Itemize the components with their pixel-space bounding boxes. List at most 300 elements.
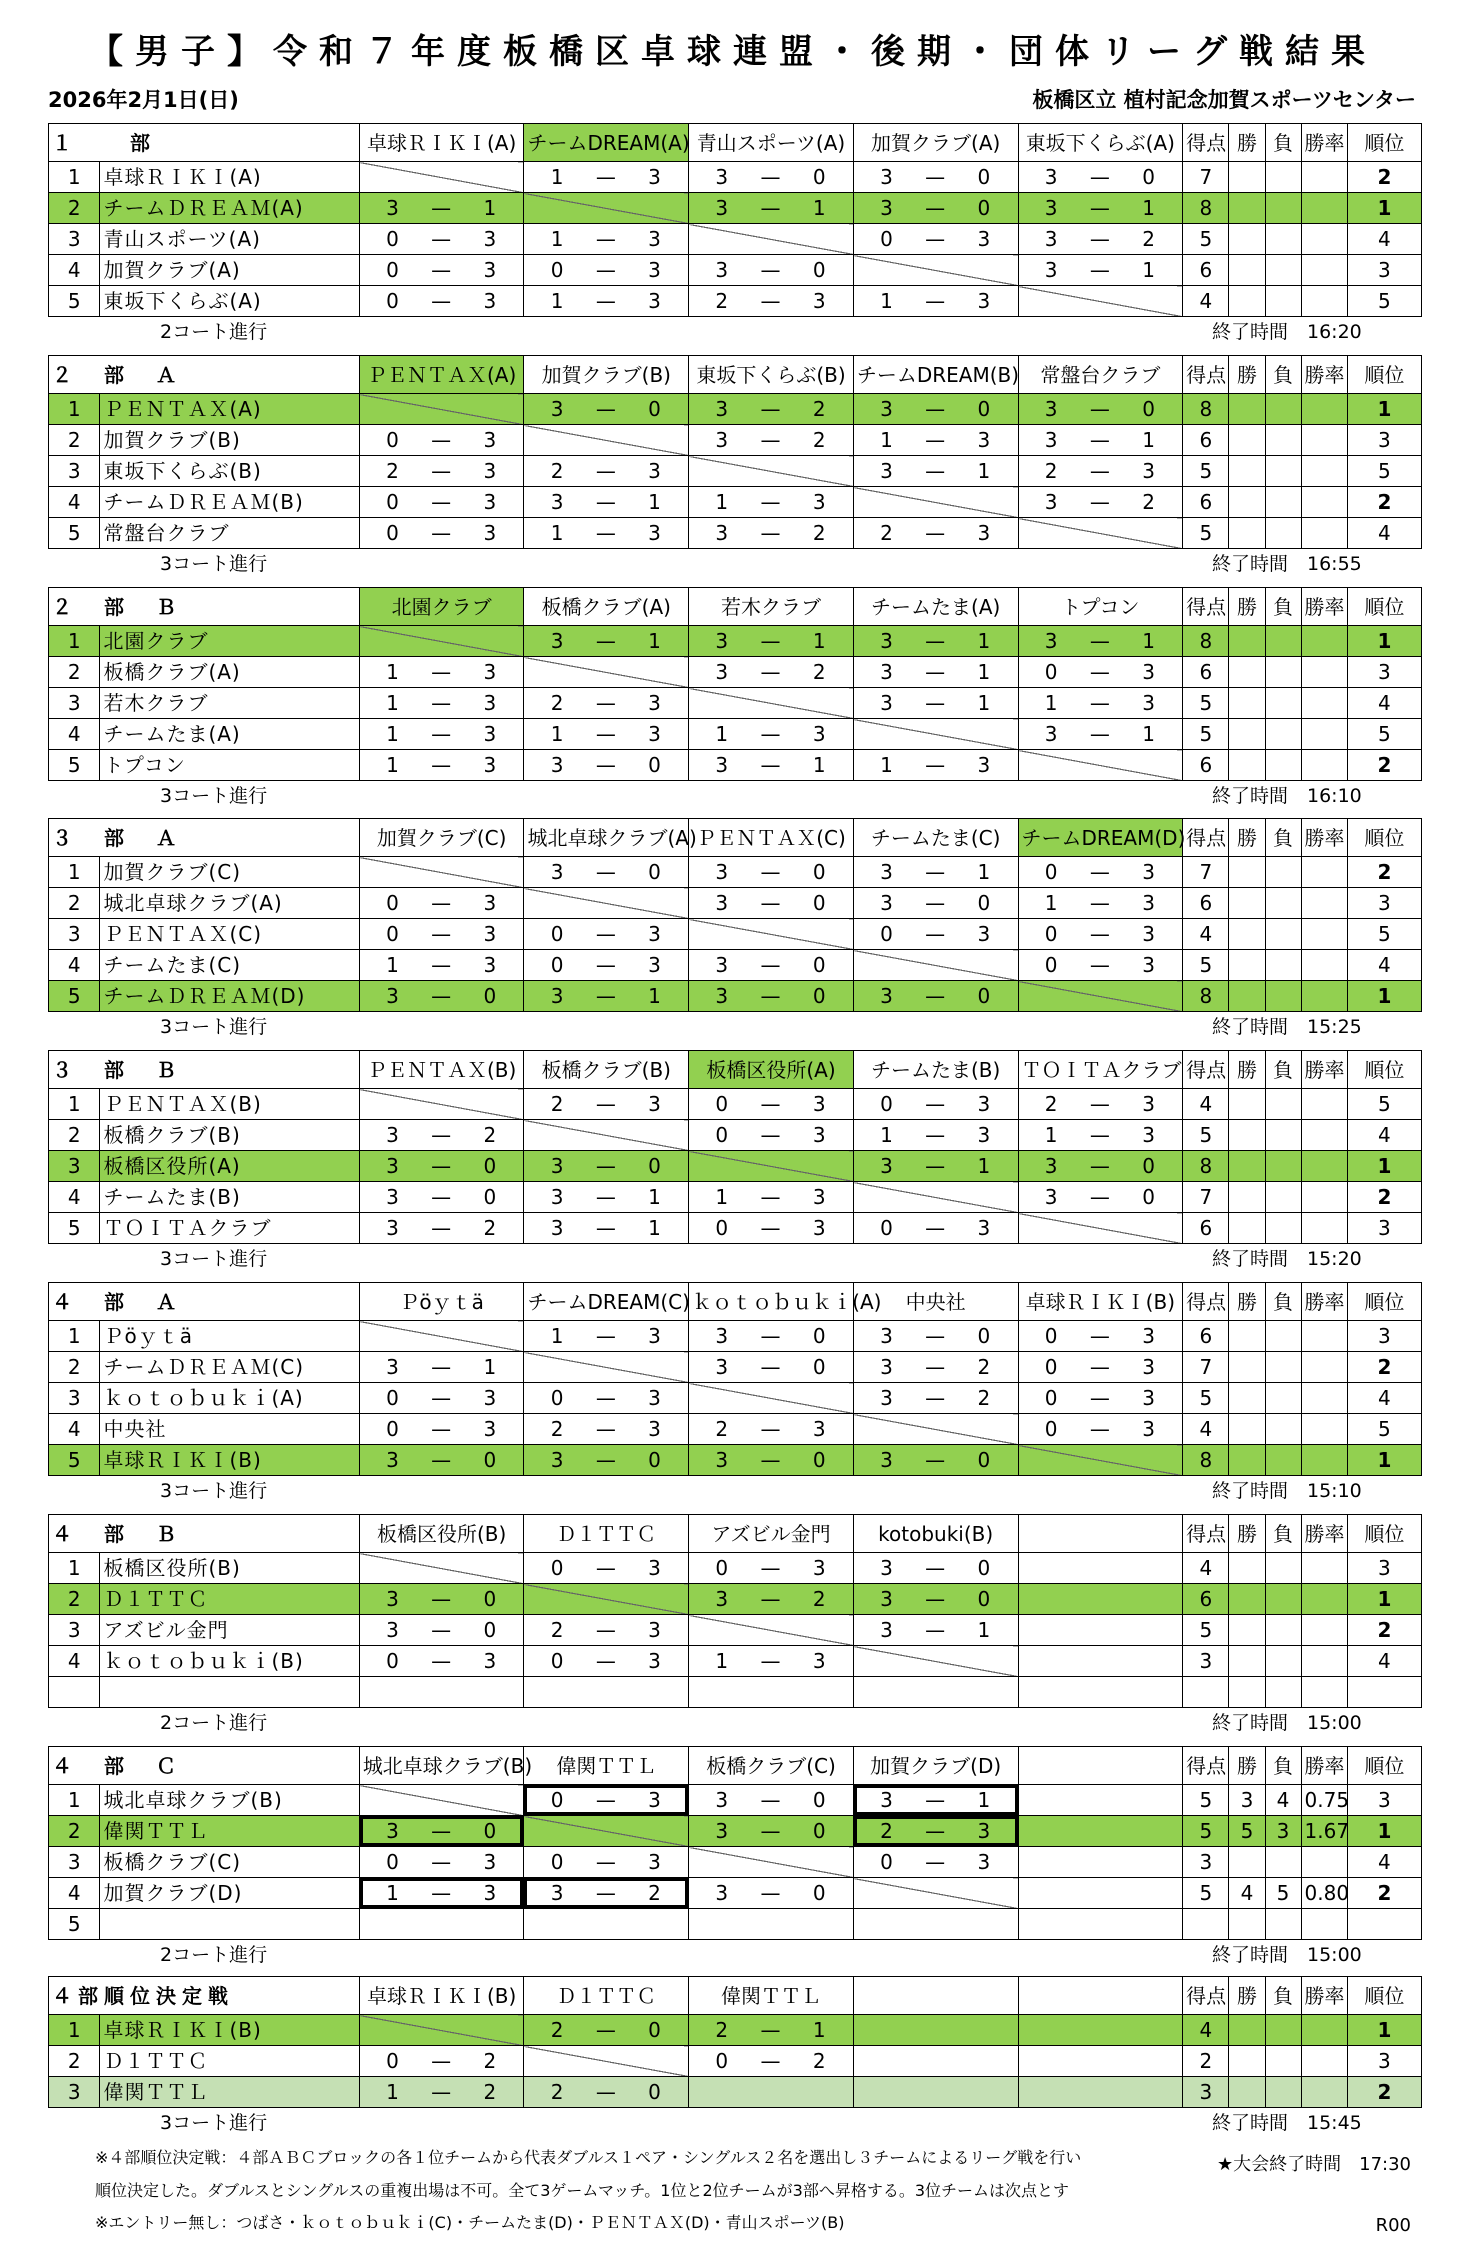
team-wins <box>1229 2077 1265 2108</box>
column-header-losses: 負 <box>1265 124 1301 162</box>
division-table <box>48 1050 1422 1244</box>
opponent-header: 中央社 <box>853 1283 1018 1321</box>
match-score <box>1018 1646 1183 1677</box>
team-row <box>49 394 1422 425</box>
end-time: 終了時間 15:00 <box>1212 1944 1362 1966</box>
self-match-cell <box>689 1151 854 1182</box>
match-score: 0 — 3 <box>359 487 524 518</box>
team-win-rate <box>1301 1151 1347 1182</box>
opponent-header: 卓球ＲＩＫＩ(B) <box>359 1977 524 2015</box>
opponent-header <box>1018 1977 1183 2015</box>
match-score: 1 — 3 <box>853 286 1018 317</box>
team-rank: 5 <box>1347 456 1421 487</box>
team-win-rate <box>1301 1445 1347 1476</box>
team-name: Ｄ１ＴＴＣ <box>100 1584 359 1615</box>
court-info: 3コート進行 <box>160 1480 268 1502</box>
team-points: 6 <box>1183 255 1229 286</box>
team-row <box>49 888 1422 919</box>
event-date: 2026年2月1日(日) <box>48 88 239 112</box>
team-row <box>49 1352 1422 1383</box>
match-score: 0 — 3 <box>359 518 524 549</box>
match-score: 0 — 2 <box>359 2046 524 2077</box>
team-wins <box>1229 950 1265 981</box>
team-rank: 2 <box>1347 1182 1421 1213</box>
match-score: 3 — 1 <box>359 193 524 224</box>
team-points: 6 <box>1183 888 1229 919</box>
match-score: 3 — 2 <box>524 1878 689 1909</box>
team-win-rate <box>1301 1321 1347 1352</box>
team-win-rate <box>1301 1414 1347 1445</box>
team-win-rate <box>1301 2015 1347 2046</box>
column-header-points: 得点 <box>1183 588 1229 626</box>
division-table <box>48 355 1422 549</box>
match-score: 3 — 2 <box>853 1352 1018 1383</box>
row-number: 3 <box>49 2077 100 2108</box>
team-rank: 4 <box>1347 1847 1421 1878</box>
team-rank: 5 <box>1347 919 1421 950</box>
team-name: 加賀クラブ(C) <box>100 857 359 888</box>
match-score: 3 — 0 <box>524 857 689 888</box>
column-header-wins: 勝 <box>1229 1977 1265 2015</box>
match-score: 3 — 0 <box>689 162 854 193</box>
team-row <box>49 626 1422 657</box>
opponent-header: 卓球ＲＩＫＩ(B) <box>1018 1283 1183 1321</box>
opponent-header: 板橋クラブ(A) <box>524 588 689 626</box>
match-score: 1 — 3 <box>359 688 524 719</box>
team-losses <box>1265 286 1301 317</box>
team-wins <box>1229 1584 1265 1615</box>
self-match-cell <box>853 1182 1018 1213</box>
row-number: 4 <box>49 1646 100 1677</box>
team-losses <box>1265 224 1301 255</box>
team-points: 6 <box>1183 1213 1229 1244</box>
end-time: 終了時間 15:00 <box>1212 1712 1362 1734</box>
team-name: 中央社 <box>100 1414 359 1445</box>
team-name: ｋｏｔｏｂｕｋｉ(B) <box>100 1646 359 1677</box>
self-match-cell <box>689 1615 854 1646</box>
court-info: 3コート進行 <box>160 1016 268 1038</box>
team-losses <box>1265 657 1301 688</box>
team-win-rate <box>1301 888 1347 919</box>
match-score: 2 — 3 <box>853 1816 1018 1847</box>
team-row <box>49 981 1422 1012</box>
team-losses <box>1265 919 1301 950</box>
self-match-cell <box>853 487 1018 518</box>
match-score: 3 — 1 <box>1018 425 1183 456</box>
division-header-row <box>49 1977 1422 2015</box>
team-name: ＴＯＩＴＡクラブ <box>100 1213 359 1244</box>
match-score: 1 — 3 <box>853 1120 1018 1151</box>
opponent-header: 東坂下くらぶ(B) <box>689 356 854 394</box>
opponent-header: 加賀クラブ(D) <box>853 1747 1018 1785</box>
team-wins: 5 <box>1229 1816 1265 1847</box>
match-score: 0 — 3 <box>359 1383 524 1414</box>
match-score: 3 — 0 <box>1018 1151 1183 1182</box>
row-number: 5 <box>49 1445 100 1476</box>
team-rank: 2 <box>1347 1615 1421 1646</box>
tournament-end-time: ★大会終了時間 17:30 <box>1216 2154 1411 2175</box>
match-score: 2 — 3 <box>359 456 524 487</box>
team-rank: 5 <box>1347 286 1421 317</box>
row-number: 1 <box>49 394 100 425</box>
row-number: 2 <box>49 2046 100 2077</box>
self-match-cell <box>689 688 854 719</box>
opponent-header: チームたま(A) <box>853 588 1018 626</box>
column-header-points: 得点 <box>1183 1051 1229 1089</box>
team-name: 卓球ＲＩＫＩ(A) <box>100 162 359 193</box>
footnote-2: 順位決定した。ダブルスとシングルスの重複出場は不可。全て3ゲームマッチ。1位と2位チームが3部へ昇格する。3位チームは次点とす <box>95 2181 1070 2200</box>
team-wins <box>1229 286 1265 317</box>
opponent-header: kotobuki(B) <box>853 1515 1018 1553</box>
division-table <box>48 818 1422 1012</box>
opponent-header: 板橋区役所(B) <box>359 1515 524 1553</box>
team-row <box>49 1182 1422 1213</box>
team-name: ｋｏｔｏｂｕｋｉ(A) <box>100 1383 359 1414</box>
team-name: 青山スポーツ(A) <box>100 224 359 255</box>
team-win-rate <box>1301 2046 1347 2077</box>
self-match-cell <box>524 2046 689 2077</box>
match-score: 3 — 0 <box>359 1816 524 1847</box>
row-number: 2 <box>49 425 100 456</box>
match-score: 0 — 3 <box>359 1847 524 1878</box>
team-rank: 3 <box>1347 1785 1421 1816</box>
team-losses <box>1265 456 1301 487</box>
self-match-cell <box>689 2077 854 2108</box>
column-header-wins: 勝 <box>1229 819 1265 857</box>
team-win-rate <box>1301 425 1347 456</box>
row-number: 5 <box>49 750 100 781</box>
opponent-header: 東坂下くらぶ(A) <box>1018 124 1183 162</box>
team-points: 3 <box>1183 1646 1229 1677</box>
team-points: 5 <box>1183 456 1229 487</box>
team-win-rate <box>1301 255 1347 286</box>
match-score: 2 — 3 <box>524 1615 689 1646</box>
match-score: 3 — 0 <box>689 1878 854 1909</box>
team-losses <box>1265 1321 1301 1352</box>
opponent-header: トプコン <box>1018 588 1183 626</box>
team-win-rate <box>1301 518 1347 549</box>
team-win-rate <box>1301 719 1347 750</box>
match-score: 1 — 3 <box>359 950 524 981</box>
match-score <box>853 2046 1018 2077</box>
team-row <box>49 688 1422 719</box>
opponent-header: チームDREAM(C) <box>524 1283 689 1321</box>
division-header-row <box>49 1283 1422 1321</box>
division-block <box>48 818 1422 1012</box>
match-score <box>1018 1816 1183 1847</box>
team-losses <box>1265 981 1301 1012</box>
match-score: 0 — 3 <box>1018 857 1183 888</box>
row-number: 2 <box>49 1584 100 1615</box>
opponent-header: 若木クラブ <box>689 588 854 626</box>
team-wins <box>1229 1383 1265 1414</box>
self-match-cell <box>524 1584 689 1615</box>
team-name <box>100 1677 359 1708</box>
row-number: 3 <box>49 1383 100 1414</box>
column-header-losses: 負 <box>1265 1747 1301 1785</box>
match-score: 3 — 0 <box>689 857 854 888</box>
match-score: 2 — 3 <box>1018 456 1183 487</box>
column-header-rate: 勝率 <box>1301 124 1347 162</box>
self-match-cell <box>524 1352 689 1383</box>
team-rank: 1 <box>1347 193 1421 224</box>
end-time: 終了時間 15:20 <box>1212 1248 1362 1270</box>
row-number <box>49 1677 100 1708</box>
team-losses <box>1265 425 1301 456</box>
self-match-cell <box>853 1414 1018 1445</box>
team-losses <box>1265 888 1301 919</box>
match-score: 3 — 1 <box>853 456 1018 487</box>
row-number: 3 <box>49 919 100 950</box>
team-rank: 2 <box>1347 857 1421 888</box>
team-row <box>49 425 1422 456</box>
match-score: 3 — 2 <box>689 425 854 456</box>
team-points: 2 <box>1183 2046 1229 2077</box>
team-wins <box>1229 1151 1265 1182</box>
self-match-cell <box>1018 1213 1183 1244</box>
team-rank: 4 <box>1347 1646 1421 1677</box>
division-table <box>48 1746 1422 1940</box>
team-row <box>49 1213 1422 1244</box>
team-losses <box>1265 857 1301 888</box>
self-match-cell <box>689 224 854 255</box>
match-score: 3 — 0 <box>853 394 1018 425</box>
match-score: 1 — 3 <box>524 162 689 193</box>
match-score: 3 — 1 <box>524 487 689 518</box>
team-win-rate <box>1301 224 1347 255</box>
team-rank: 5 <box>1347 719 1421 750</box>
column-header-rank: 順位 <box>1347 356 1421 394</box>
column-header-rank: 順位 <box>1347 1515 1421 1553</box>
opponent-header: 板橋区役所(A) <box>689 1051 854 1089</box>
match-score: 2 — 0 <box>524 2077 689 2108</box>
match-score: 3 — 2 <box>689 657 854 688</box>
team-losses <box>1265 394 1301 425</box>
team-win-rate: 0.80 <box>1301 1878 1347 1909</box>
column-header-rank: 順位 <box>1347 1977 1421 2015</box>
column-header-rank: 順位 <box>1347 819 1421 857</box>
match-score: 2 — 3 <box>689 286 854 317</box>
opponent-header: チームたま(C) <box>853 819 1018 857</box>
match-score: 3 — 1 <box>1018 626 1183 657</box>
match-score: 3 — 0 <box>1018 1182 1183 1213</box>
match-score: 1 — 3 <box>1018 1120 1183 1151</box>
match-score: 0 — 3 <box>359 1414 524 1445</box>
match-score: 3 — 2 <box>689 518 854 549</box>
team-row <box>49 1553 1422 1584</box>
team-rank: 2 <box>1347 2077 1421 2108</box>
team-wins <box>1229 1182 1265 1213</box>
match-score <box>689 1677 854 1708</box>
team-points: 3 <box>1183 1847 1229 1878</box>
match-score: 0 — 3 <box>689 1089 854 1120</box>
match-score: 0 — 3 <box>1018 919 1183 950</box>
opponent-header: チームDREAM(A) <box>524 124 689 162</box>
event-venue: 板橋区立 植村記念加賀スポーツセンター <box>1032 88 1416 112</box>
division-title: ４ 部 Ａ <box>49 1283 360 1321</box>
team-rank: 4 <box>1347 1120 1421 1151</box>
match-score: 0 — 3 <box>359 1646 524 1677</box>
team-losses <box>1265 255 1301 286</box>
row-number: 3 <box>49 224 100 255</box>
team-rank: 1 <box>1347 2015 1421 2046</box>
match-score: 1 — 3 <box>524 224 689 255</box>
row-number: 5 <box>49 981 100 1012</box>
match-score <box>1018 1847 1183 1878</box>
team-rank: 1 <box>1347 1816 1421 1847</box>
team-wins: 4 <box>1229 1878 1265 1909</box>
team-points: 3 <box>1183 2077 1229 2108</box>
match-score: 0 — 3 <box>359 888 524 919</box>
match-score: 2 — 3 <box>524 456 689 487</box>
team-wins <box>1229 193 1265 224</box>
match-score: 3 — 2 <box>359 1120 524 1151</box>
team-points: 8 <box>1183 981 1229 1012</box>
self-match-cell <box>524 657 689 688</box>
team-losses <box>1265 487 1301 518</box>
match-score: 0 — 3 <box>1018 657 1183 688</box>
opponent-header <box>1018 1515 1183 1553</box>
team-wins <box>1229 626 1265 657</box>
team-points: 8 <box>1183 1445 1229 1476</box>
end-time: 終了時間 16:55 <box>1212 553 1362 575</box>
team-name: Ｄ１ＴＴＣ <box>100 2046 359 2077</box>
team-rank: 1 <box>1347 626 1421 657</box>
column-header-wins: 勝 <box>1229 588 1265 626</box>
opponent-header: 青山スポーツ(A) <box>689 124 854 162</box>
match-score: 3 — 0 <box>1018 162 1183 193</box>
team-rank: 3 <box>1347 657 1421 688</box>
team-rank: 4 <box>1347 518 1421 549</box>
match-score: 0 — 3 <box>359 425 524 456</box>
match-score <box>1018 1878 1183 1909</box>
match-score <box>1018 2046 1183 2077</box>
match-score: 0 — 3 <box>359 919 524 950</box>
team-points: 8 <box>1183 626 1229 657</box>
match-score: 3 — 0 <box>524 1151 689 1182</box>
column-header-losses: 負 <box>1265 356 1301 394</box>
team-row <box>49 1584 1422 1615</box>
self-match-cell <box>359 857 524 888</box>
self-match-cell <box>524 193 689 224</box>
team-name: トプコン <box>100 750 359 781</box>
team-name: ＰＥＮＴＡＸ(A) <box>100 394 359 425</box>
court-info: 3コート進行 <box>160 2112 268 2134</box>
team-rank: 2 <box>1347 487 1421 518</box>
match-score: 0 — 3 <box>1018 1352 1183 1383</box>
match-score: 0 — 3 <box>524 1383 689 1414</box>
match-score: 1 — 3 <box>359 719 524 750</box>
match-score: 3 — 0 <box>689 1445 854 1476</box>
column-header-rank: 順位 <box>1347 1283 1421 1321</box>
match-score: 2 — 0 <box>524 2015 689 2046</box>
team-win-rate <box>1301 162 1347 193</box>
column-header-rate: 勝率 <box>1301 1747 1347 1785</box>
end-time: 終了時間 15:45 <box>1212 2112 1362 2134</box>
match-score: 3 — 2 <box>1018 224 1183 255</box>
match-score <box>853 1909 1018 1940</box>
team-row <box>49 1383 1422 1414</box>
end-time: 終了時間 15:25 <box>1212 1016 1362 1038</box>
match-score: 3 — 2 <box>853 1383 1018 1414</box>
column-header-rate: 勝率 <box>1301 1051 1347 1089</box>
match-score <box>853 2077 1018 2108</box>
team-win-rate: 0.75 <box>1301 1785 1347 1816</box>
end-time: 終了時間 16:10 <box>1212 785 1362 807</box>
team-wins <box>1229 2015 1265 2046</box>
team-win-rate <box>1301 286 1347 317</box>
column-header-points: 得点 <box>1183 819 1229 857</box>
team-wins <box>1229 1615 1265 1646</box>
court-info: 2コート進行 <box>160 321 268 343</box>
match-score: 1 — 3 <box>524 286 689 317</box>
team-points: 4 <box>1183 1553 1229 1584</box>
team-name: チームＤＲＥＡＭ(C) <box>100 1352 359 1383</box>
match-score: 3 — 0 <box>359 981 524 1012</box>
match-score: 3 — 0 <box>689 1816 854 1847</box>
team-rank: 5 <box>1347 1414 1421 1445</box>
division-block <box>48 1050 1422 1244</box>
team-points: 6 <box>1183 1584 1229 1615</box>
opponent-header: 城北卓球クラブ(A) <box>524 819 689 857</box>
team-points: 5 <box>1183 1615 1229 1646</box>
team-name: 卓球ＲＩＫＩ(B) <box>100 1445 359 1476</box>
match-score: 3 — 0 <box>853 193 1018 224</box>
team-losses <box>1265 1909 1301 1940</box>
court-info: 3コート進行 <box>160 553 268 575</box>
team-rank: 5 <box>1347 1089 1421 1120</box>
footnote-1: ※４部順位決定戦：４部ＡＢＣブロックの各１位チームから代表ダブルス１ペア・シングルス２名を選出し３チームによるリーグ戦を行い <box>95 2148 1082 2167</box>
team-losses <box>1265 1847 1301 1878</box>
self-match-cell <box>359 162 524 193</box>
opponent-header: Ｐöｙｔä <box>359 1283 524 1321</box>
division-header-row <box>49 1747 1422 1785</box>
opponent-header: 加賀クラブ(C) <box>359 819 524 857</box>
team-win-rate <box>1301 2077 1347 2108</box>
match-score: 3 — 0 <box>689 981 854 1012</box>
team-losses: 4 <box>1265 1785 1301 1816</box>
team-points: 8 <box>1183 193 1229 224</box>
team-name: 板橋区役所(A) <box>100 1151 359 1182</box>
match-score: 3 — 1 <box>359 1352 524 1383</box>
team-rank: 3 <box>1347 1321 1421 1352</box>
team-row <box>49 750 1422 781</box>
match-score: 3 — 1 <box>853 1151 1018 1182</box>
match-score: 3 — 0 <box>359 1445 524 1476</box>
team-win-rate <box>1301 1615 1347 1646</box>
match-score: 2 — 1 <box>689 2015 854 2046</box>
team-losses <box>1265 1584 1301 1615</box>
row-number: 2 <box>49 1352 100 1383</box>
column-header-losses: 負 <box>1265 1515 1301 1553</box>
self-match-cell <box>689 919 854 950</box>
match-score: 3 — 1 <box>853 688 1018 719</box>
team-wins <box>1229 456 1265 487</box>
court-info: 2コート進行 <box>160 1712 268 1734</box>
team-rank: 3 <box>1347 255 1421 286</box>
opponent-header: 板橋クラブ(C) <box>689 1747 854 1785</box>
division-title: ３ 部 Ａ <box>49 819 360 857</box>
team-losses <box>1265 1383 1301 1414</box>
division-title: １ 部 <box>49 124 360 162</box>
team-win-rate <box>1301 626 1347 657</box>
match-score <box>1018 1785 1183 1816</box>
team-name: 常盤台クラブ <box>100 518 359 549</box>
match-score: 3 — 1 <box>689 193 854 224</box>
team-win-rate <box>1301 657 1347 688</box>
team-name: 北園クラブ <box>100 626 359 657</box>
team-rank: 2 <box>1347 750 1421 781</box>
